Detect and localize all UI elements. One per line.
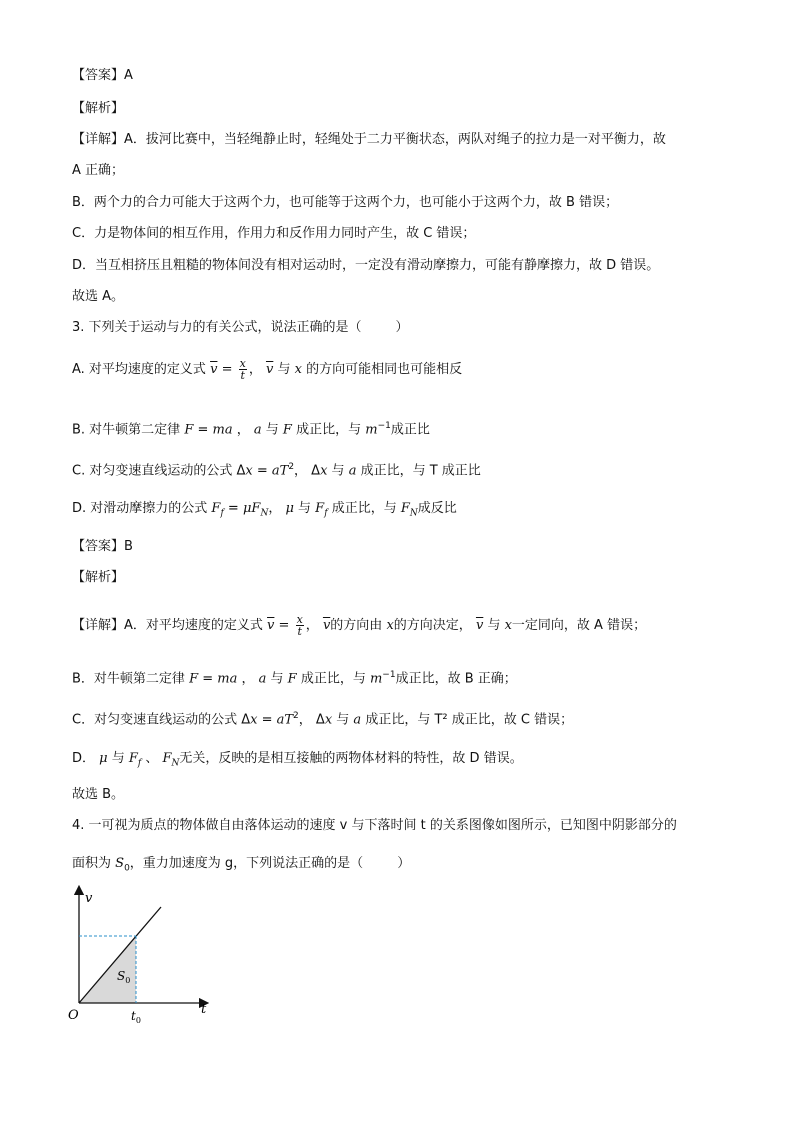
v-t-graph-figure	[64, 880, 224, 1030]
q3-detail-d: D． μ 与 $F_f$ 、 $F_N$无关，反映的是相互接触的两物体材料的特性，故 D 错误。	[72, 751, 523, 769]
q3-option-a: A. 对平均速度的定义式 $\overline{v}$ = $\frac{x}{t}$ ， $\overline{v}$ 与 x 的方向可能相同也可能相反	[72, 357, 463, 382]
s0-label: $S_0$	[117, 969, 131, 985]
q3-option-c: C. 对匀变速直线运动的公式 $\Delta x = aT^2$， Δx 与 a 成正比，与 T 成正比	[72, 462, 481, 479]
q3-answer: 【答案】B	[72, 539, 133, 554]
q3-detail-b: B．对牛顿第二定律 F = ma ， a 与 F 成正比，与 $m^{-1}$成正比，故 B 正确；	[72, 670, 517, 687]
q2-detail-b: B．两个力的合力可能大于这两个力，也可能等于这两个力，也可能小于这两个力，故 B 错误；	[72, 195, 619, 210]
q2-detail-d: D．当互相挤压且粗糙的物体间没有相对运动时，一定没有滑动摩擦力，可能有静摩擦力，故 D 错误。	[72, 258, 660, 273]
v-axis-label: v	[85, 891, 93, 906]
q4-stem-line1: 4. 一可视为质点的物体做自由落体运动的速度 v 与下落时间 t 的关系图像如图所示，已知图中阴影部分的	[72, 818, 677, 833]
q2-detail-c: C．力是物体间的相互作用，作用力和反作用力同时产生，故 C 错误；	[72, 226, 476, 241]
q2-detail-a-line2: A 正确；	[72, 163, 125, 178]
q4-stem-line2: 面积为 $S_0$，重力加速度为 g，下列说法正确的是（ ）	[72, 856, 411, 874]
origin-label: O	[68, 1008, 79, 1023]
q3-option-b: B. 对牛顿第二定律 F = ma ， a 与 F 成正比，与 $m^{-1}$成正比	[72, 421, 430, 438]
formula-v-bar: $\overline{v}$	[210, 362, 218, 377]
t-axis-label: t	[201, 1002, 207, 1017]
q3-detail-c: C．对匀变速直线运动的公式 $\Delta x = aT^2$， Δx 与 a 成正比，与 T² 成正比，故 C 错误；	[72, 711, 574, 728]
q2-analysis: 【解析】	[72, 101, 125, 116]
q3-detail-a: 【详解】A．对平均速度的定义式 $\overline{v}$ = $\frac{x}{t}$ ， $\overline{v}$的方向由 x的方向决定， $\overline{v}$ 与 x一定同向，故 A 错误；	[72, 613, 647, 638]
q3-stem: 3. 下列关于运动与力的有关公式，说法正确的是（ ）	[72, 320, 409, 335]
q2-conclusion: 故选 A。	[72, 289, 125, 304]
q2-detail-a-line1: 【详解】A．拔河比赛中，当轻绳静止时，轻绳处于二力平衡状态，两队对绳子的拉力是一对平衡力，故	[72, 132, 666, 147]
q2-answer: 【答案】A	[72, 68, 133, 83]
q3-option-d: D. 对滑动摩擦力的公式 $F_f = \mu F_N$， μ 与 $F_f$ 成正比，与 $F_N$成反比	[72, 501, 457, 519]
q3-analysis: 【解析】	[72, 570, 125, 585]
formula-x-over-t: $\frac{x}{t}$	[239, 357, 246, 382]
q3-conclusion: 故选 B。	[72, 787, 125, 802]
t0-label: $t_0$	[131, 1009, 141, 1025]
